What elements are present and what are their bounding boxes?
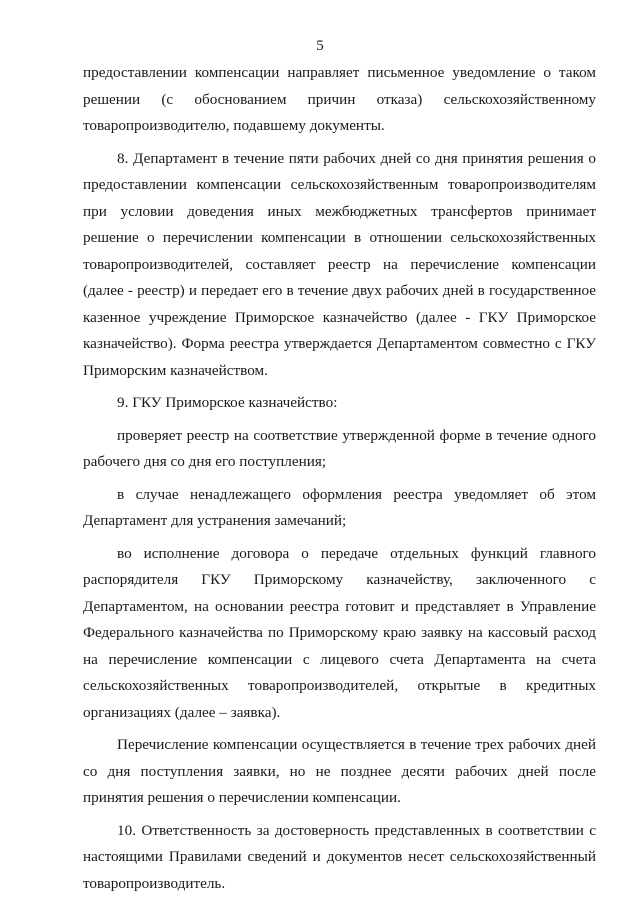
paragraph: 10. Ответственность за достоверность представленных в соответствии с настоящими Правилами сведений и документов несет сельскохозяйственный товаропроизводитель. [83, 821, 596, 892]
paragraph: во исполнение договора о передаче отдельных функций главного распорядителя ГКУ Приморскому казначейству, заключенного с Департаментом, на основании реестра готовит и представляет в Управление Федерального казначейства по Приморскому краю заявку на кассовый расход на перечисление компенсации с лицевого счета Департамента на счета сельскохозяйственных товаропроизводителей, открытые в кредитных организациях (далее – заявка). [83, 544, 596, 721]
paragraph: 9. ГКУ Приморское казначейство: [117, 394, 338, 411]
paragraph: Перечисление компенсации осуществляется в течение трех рабочих дней со дня поступления заявки, но не позднее десяти рабочих дней после принятия решения о перечислении компенсации. [83, 736, 596, 806]
page-number: 5 [316, 38, 324, 54]
paragraph: проверяет реестр на соответствие утвержденной форме в течение одного рабочего дня со дня его поступления; [83, 426, 596, 470]
paragraph: предоставлении компенсации направляет письменное уведомление о таком решении (с обоснованием причин отказа) сельскохозяйственному товаропроизводителю, подавшему документы. [83, 64, 596, 134]
paragraph: 8. Департамент в течение пяти рабочих дней со дня принятия решения о предоставлении компенсации сельскохозяйственным товаропроизводителям при условии доведения иных межбюджетных трансфертов принимает решение о перечислении компенсации в отношении сельскохозяйственных товаропроизводителей, составляет реестр на перечисление компенсации (далее - реестр) и передает его в течение двух рабочих дней в государственное казенное учреждение Приморское казначейство (далее - ГКУ Приморское казначейство). Форма реестра утверждается Департаментом совместно с ГКУ Приморским казначейством. [83, 149, 596, 379]
document-body [83, 60, 596, 897]
paragraph: в случае ненадлежащего оформления реестра уведомляет об этом Департамент для устранения замечаний; [83, 485, 596, 529]
